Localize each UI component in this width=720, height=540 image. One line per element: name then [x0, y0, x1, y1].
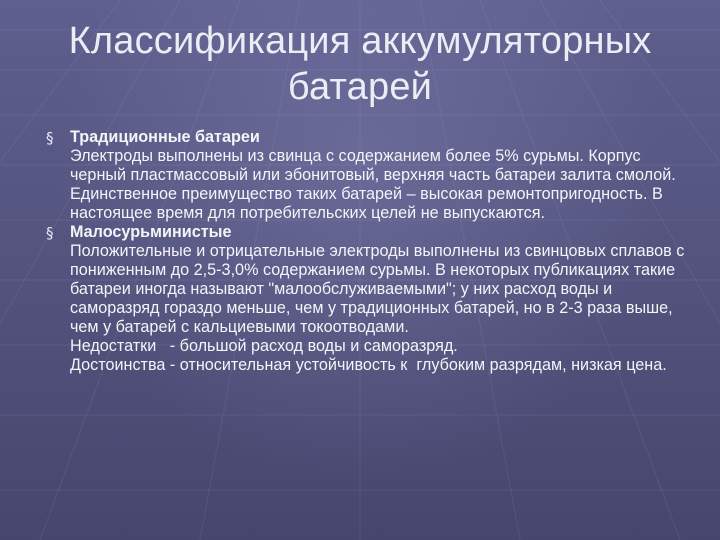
bullet-heading-traditional: Традиционные батареи	[70, 128, 260, 146]
slide-title	[20, 18, 700, 110]
bullet-body-traditional: Электроды выполнены из свинца с содержанием более 5% сурьмы. Корпус черный пластмассовый или эбонитовый, верхняя часть батареи залита смолой. Единственное преимущество таких батарей – высокая ремонтопригодность. В настоящее время для потребительских целей не выпускаются.	[70, 147, 681, 222]
bullet-heading-low-antimony: Малосурьминистые	[70, 223, 232, 241]
slide-content	[46, 128, 689, 375]
disadvantages-text: Недостатки - большой расход воды и саморазряд.	[70, 337, 458, 355]
section-sign-bullet-icon: §	[46, 129, 54, 147]
bullet-traditional	[46, 128, 686, 223]
section-sign-bullet-icon: §	[46, 224, 54, 242]
slide-title-line-2: батарей	[287, 66, 433, 108]
bullet-low-antimony	[46, 223, 689, 375]
bullet-body-low-antimony: Положительные и отрицательные электроды выполнены из свинцовых сплавов с пониженным до 2,5-3,0% содержанием сурьмы. В некоторых публикациях такие батареи иногда называют "малообслуживаемыми"; у них расход воды и саморазряд гораздо меньше, чем у традиционных батарей, но в 2-3 раза выше, чем у батарей с кальциевыми токоотводами.	[70, 242, 689, 336]
advantages-text: Достоинства - относительная устойчивость к глубоким разрядам, низкая цена.	[70, 356, 667, 374]
slide-title-line-1: Классификация аккумуляторных	[68, 20, 652, 62]
